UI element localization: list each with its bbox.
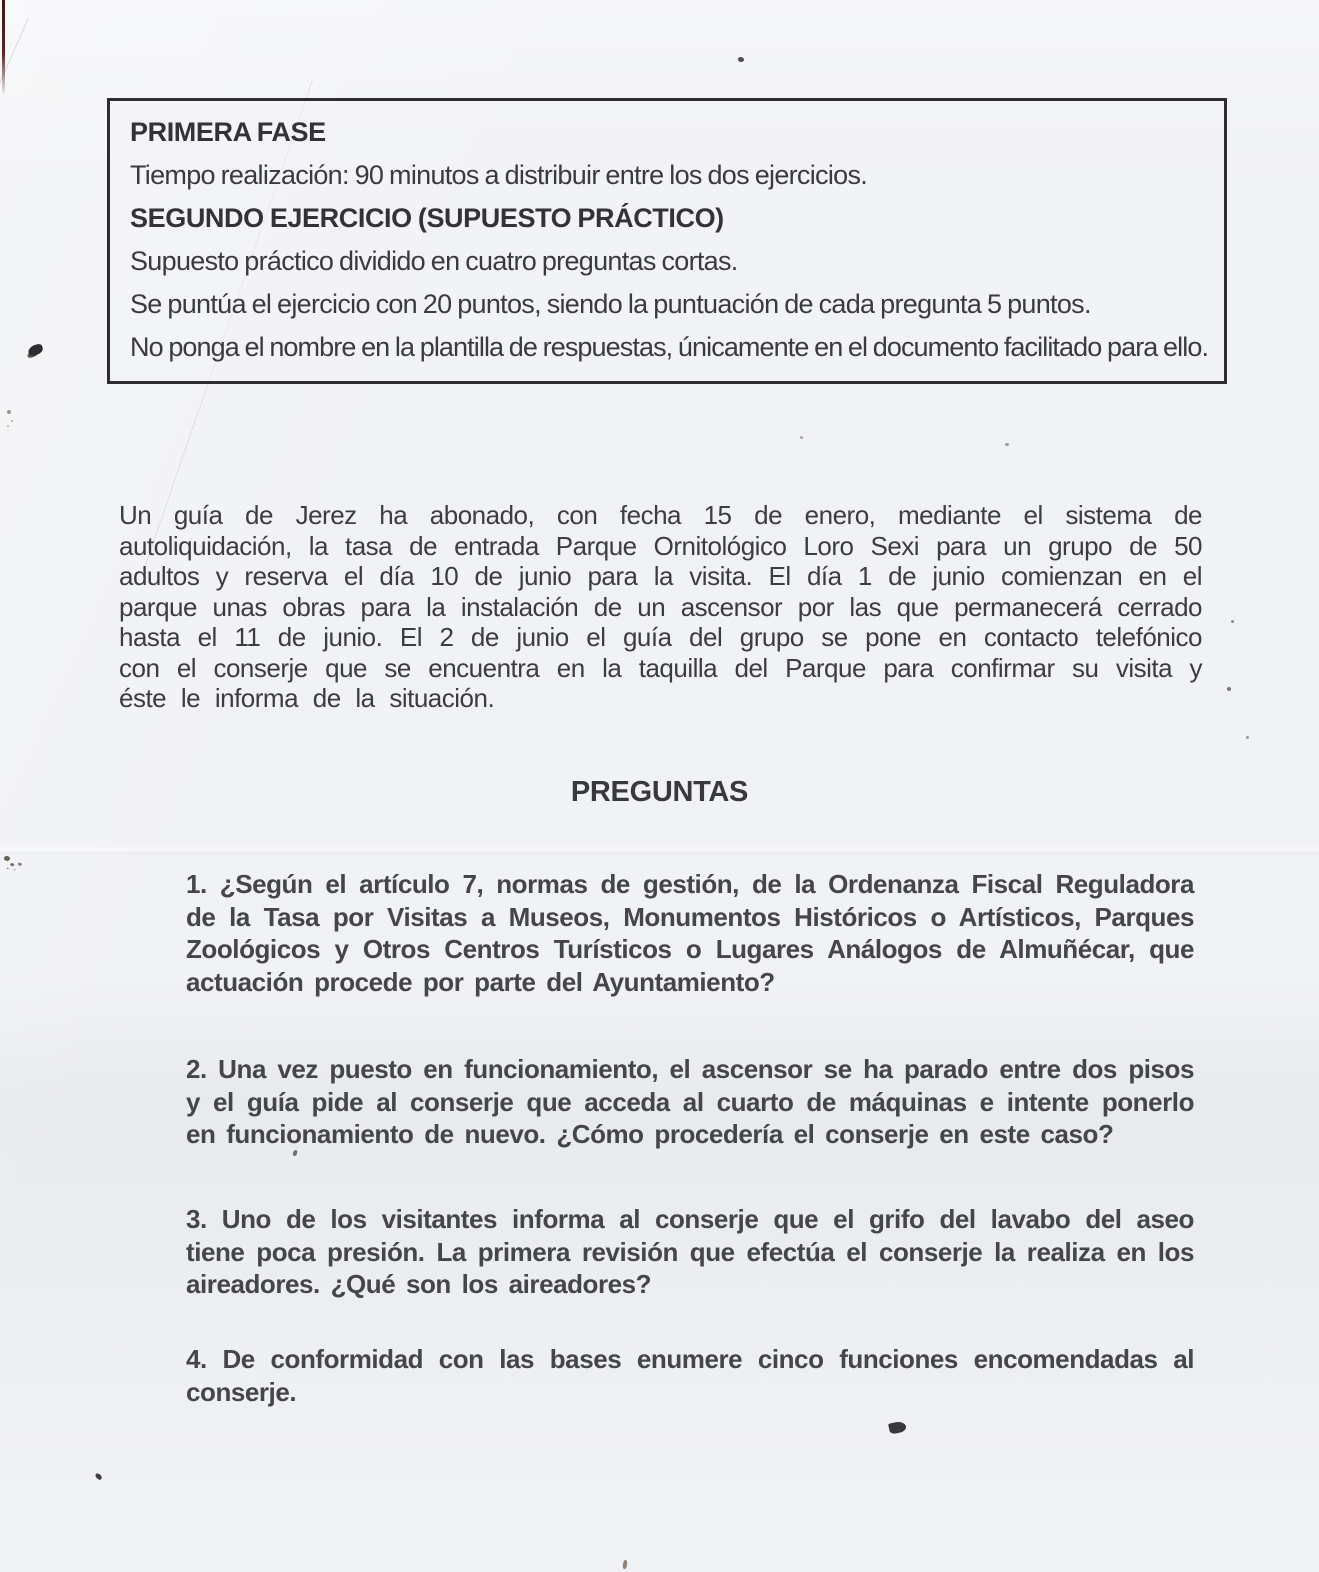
scan-speck bbox=[800, 436, 803, 439]
scan-speck bbox=[292, 1150, 297, 1157]
small-mark-bottom-left bbox=[94, 1473, 103, 1481]
case-statement-paragraph: Un guía de Jerez ha abonado, con fecha 15 de enero, mediante el sistema de autoliquidación, la tasa de entrada Parque Ornitológico Loro Sexi para un grupo de 50 adultos y reserva el día 10 de junio para la visita. El día 1 de junio comienzan en el parque unas obras para la instalación de un ascensor por las que permanecerá cerrado hasta el 11 de junio. El 2 de junio el guía del grupo se pone en contacto telefónico con el conserje que se encuentra en la taquilla del Parque para confirmar su visita y éste le informa de la situación. bbox=[119, 500, 1202, 713]
scan-specks-left bbox=[7, 410, 11, 414]
time-instruction: Tiempo realización: 90 minutos a distribuir entre los dos ejercicios. bbox=[130, 160, 868, 190]
ink-blob-left-margin bbox=[27, 343, 44, 357]
questions-heading: PREGUNTAS bbox=[570, 776, 749, 808]
exercise-description: Supuesto práctico dividido en cuatro preguntas cortas. bbox=[130, 246, 738, 276]
scan-speck bbox=[1227, 687, 1231, 691]
scan-speck bbox=[622, 1560, 627, 1569]
scan-edge-red-line bbox=[2, 0, 5, 96]
paper-crease-diagonal bbox=[0, 18, 29, 229]
scan-speck bbox=[1005, 443, 1009, 446]
scan-speck bbox=[1231, 620, 1234, 623]
scan-speck bbox=[1246, 736, 1249, 739]
paper-crease-horizontal bbox=[0, 845, 1319, 855]
question-3: 3. Uno de los visitantes informa al conserje que el grifo del lavabo del aseo tiene poca presión. La primera revisión que efectúa el conserje la realiza en los aireadores. ¿Qué son los aireadores? bbox=[186, 1204, 1194, 1299]
ink-blob-bottom bbox=[888, 1420, 907, 1434]
instructions-box bbox=[107, 98, 1227, 384]
phase-title: PRIMERA FASE bbox=[130, 117, 326, 147]
scoring-instruction: Se puntúa el ejercicio con 20 puntos, siendo la puntuación de cada pregunta 5 puntos. bbox=[130, 289, 1091, 319]
scan-dot-top bbox=[738, 57, 744, 62]
question-2: 2. Una vez puesto en funcionamiento, el ascensor se ha parado entre dos pisos y el guía pide al conserje que acceda al cuarto de máquinas e intente ponerlo en funcionamiento de nuevo. ¿Cómo procedería el conserje en este caso? bbox=[186, 1054, 1194, 1149]
question-4: 4. De conformidad con las bases enumere cinco funciones encomendadas al conserje. bbox=[186, 1344, 1194, 1407]
pencil-speck-cluster bbox=[3, 855, 10, 862]
exercise-title: SEGUNDO EJERCICIO (SUPUESTO PRÁCTICO) bbox=[130, 203, 724, 233]
name-instruction: No ponga el nombre en la plantilla de respuestas, únicamente en el documento facilitado para ello. bbox=[130, 332, 1209, 362]
question-1: 1. ¿Según el artículo 7, normas de gestión, de la Ordenanza Fiscal Reguladora de la Tasa por Visitas a Museos, Monumentos Históricos o Artísticos, Parques Zoológicos y Otros Centros Turísticos o Lugares Análogos de Almuñécar, que actuación procede por parte del Ayuntamiento? bbox=[186, 869, 1194, 997]
